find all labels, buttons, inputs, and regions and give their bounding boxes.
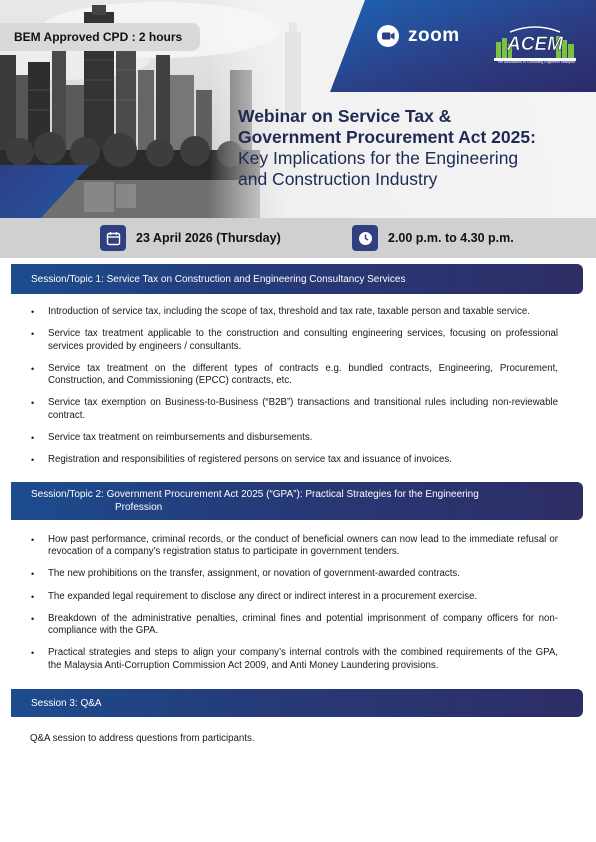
session-1-list <box>0 306 596 467</box>
zoom-logo <box>377 25 460 47</box>
program-content <box>0 264 596 744</box>
session-2-heading <box>11 482 583 520</box>
zoom-camera-icon <box>377 25 399 47</box>
list-item: • Service tax treatment applicable to the construction and consulting engineering services, focusing on professional services provided by engineers / consultants. <box>48 328 558 353</box>
title-line-3: Key Implications for the Engineering <box>238 148 519 168</box>
logo-caption: The Association of Consulting Engineers Malaysia <box>497 60 575 64</box>
hero-banner <box>0 0 596 218</box>
event-time <box>352 225 514 251</box>
session-1-heading <box>11 264 583 294</box>
session-2-title-line-2: Profession <box>115 501 163 513</box>
title-line-2: Government Procurement Act 2025: <box>238 127 536 147</box>
session-1-title: Session/Topic 1: Service Tax on Construction and Engineering Consultancy Services <box>31 273 406 285</box>
cpd-badge: BEM Approved CPD : 2 hours <box>0 23 200 51</box>
webinar-title <box>238 106 590 190</box>
session-2-title <box>31 488 479 514</box>
title-line-4: and Construction Industry <box>238 169 438 189</box>
session-2-title-line-1: Session/Topic 2: Government Procurement Act 2025 (“GPA”): Practical Strategies for the Engineering <box>31 488 479 500</box>
event-time-text: 2.00 p.m. to 4.30 p.m. <box>388 231 514 245</box>
svg-text:ACEM: ACEM <box>507 34 563 55</box>
session-3-heading <box>11 689 583 717</box>
session-2-list <box>0 534 596 672</box>
list-item: • Introduction of service tax, including the scope of tax, threshold and tax rate, taxable person and taxable service. <box>48 306 558 318</box>
clock-icon <box>352 225 378 251</box>
title-line-1: Webinar on Service Tax & <box>238 106 452 126</box>
list-item: • The new prohibitions on the transfer, assignment, or novation of government-awarded contracts. <box>48 568 558 580</box>
list-item: • How past performance, criminal records, or the conduct of beneficial owners can now lead to the immediate refusal or revocation of a company’s registration status to participate in government tenders. <box>48 534 558 559</box>
event-date <box>100 225 281 251</box>
zoom-wordmark: zoom <box>408 25 460 46</box>
list-item: • Registration and responsibilities of registered persons on service tax and issuance of invoices. <box>48 454 558 466</box>
list-item: • Practical strategies and steps to align your company’s internal controls with the combined requirements of the GPA, the Malaysia Anti-Corruption Commission Act 2009, and Anti Money Laundering provisions. <box>48 647 558 672</box>
list-item: • The expanded legal requirement to disclose any direct or indirect interest in a procurement exercise. <box>48 591 558 603</box>
event-date-text: 23 April 2026 (Thursday) <box>136 231 281 245</box>
list-item: • Breakdown of the administrative penalties, criminal fines and potential imprisonment of company officers for non-compliance with the GPA. <box>48 613 558 638</box>
list-item: • Service tax treatment on reimbursements and disbursements. <box>48 432 558 444</box>
calendar-icon <box>100 225 126 251</box>
list-item: • Service tax exemption on Business-to-Business (“B2B”) transactions and transitional rules including non-reviewable contract. <box>48 397 558 422</box>
schedule-bar <box>0 218 596 258</box>
session-3-title: Session 3: Q&A <box>31 697 102 709</box>
list-item: • Service tax treatment on the different types of contracts e.g. bundled contracts, Engineering, Procurement, Construction, and Commissioning (EPCC) contracts, etc. <box>48 363 558 388</box>
session-3-text: Q&A session to address questions from participants. <box>30 733 255 745</box>
